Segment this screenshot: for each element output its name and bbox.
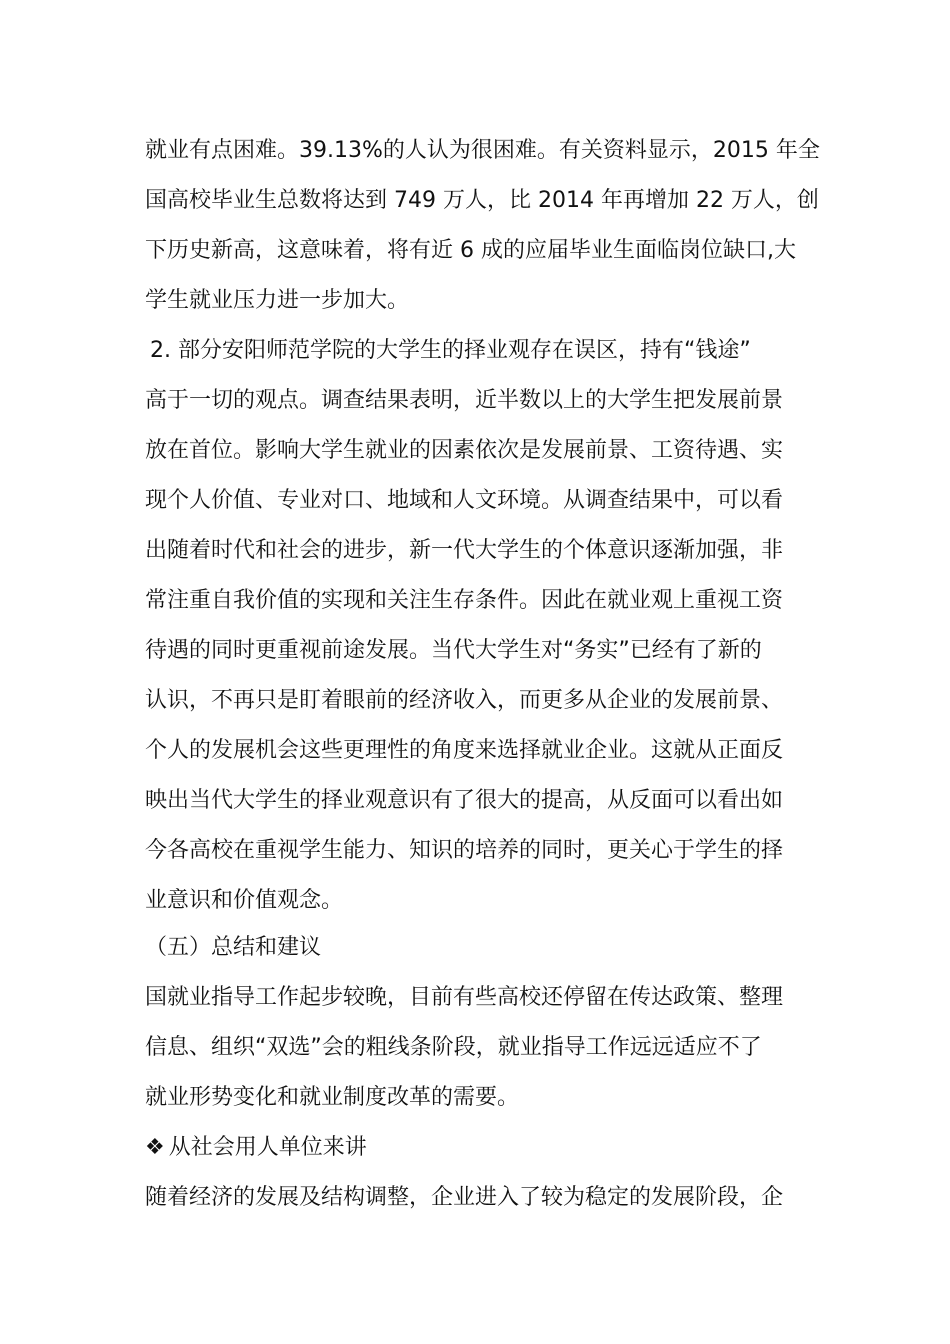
paragraph-line: 现个人价值、专业对口、地域和人文环境。从调查结果中，可以看 xyxy=(145,488,784,513)
bullet-item xyxy=(145,1133,825,1163)
paragraph-line: 待遇的同时更重视前途发展。当代大学生对“务实”已经有了新的 xyxy=(145,638,762,663)
paragraph-line: 映出当代大学生的择业观意识有了很大的提高，从反面可以看出如 xyxy=(145,788,784,813)
paragraph-line: 随着经济的发展及结构调整，企业进入了较为稳定的发展阶段，企 xyxy=(145,1185,784,1210)
paragraph-line: 国高校毕业生总数将达到 749 万人，比 2014 年再增加 22 万人，创 xyxy=(145,188,819,213)
paragraph-line: 就业有点困难。39.13%的人认为很困难。有关资料显示，2015 年全 xyxy=(145,138,820,163)
paragraph-line: 今各高校在重视学生能力、知识的培养的同时，更关心于学生的择 xyxy=(145,838,784,863)
paragraph-line: 高于一切的观点。调查结果表明，近半数以上的大学生把发展前景 xyxy=(145,388,784,413)
paragraph-line: 常注重自我价值的实现和关注生存条件。因此在就业观上重视工资 xyxy=(145,588,784,613)
paragraph-line: 就业形势变化和就业制度改革的需要。 xyxy=(145,1085,520,1110)
list-item-2: 2. 部分安阳师范学院的大学生的择业观存在误区，持有“钱途” xyxy=(150,338,751,363)
paragraph-line: 学生就业压力进一步加大。 xyxy=(145,288,410,313)
bullet-text: 从社会用人单位来讲 xyxy=(168,1135,367,1160)
paragraph-line: 业意识和价值观念。 xyxy=(145,888,344,913)
paragraph-line: 出随着时代和社会的进步，新一代大学生的个体意识逐渐加强，非 xyxy=(145,538,784,563)
section-heading: （五）总结和建议 xyxy=(145,935,322,960)
paragraph-line: 个人的发展机会这些更理性的角度来选择就业企业。这就从正面反 xyxy=(145,738,784,763)
paragraph-line: 国就业指导工作起步较晚，目前有些高校还停留在传达政策、整理 xyxy=(145,985,784,1010)
paragraph-line: 下历史新高，这意味着，将有近 6 成的应届毕业生面临岗位缺口,大 xyxy=(145,238,796,263)
diamond-bullet-icon: ❖ xyxy=(145,1135,165,1160)
paragraph-line: 信息、组织“双选”会的粗线条阶段，就业指导工作远远适应不了 xyxy=(145,1035,762,1060)
paragraph-line: 放在首位。影响大学生就业的因素依次是发展前景、工资待遇、实 xyxy=(145,438,784,463)
paragraph-line: 认识，不再只是盯着眼前的经济收入，而更多从企业的发展前景、 xyxy=(145,688,784,713)
